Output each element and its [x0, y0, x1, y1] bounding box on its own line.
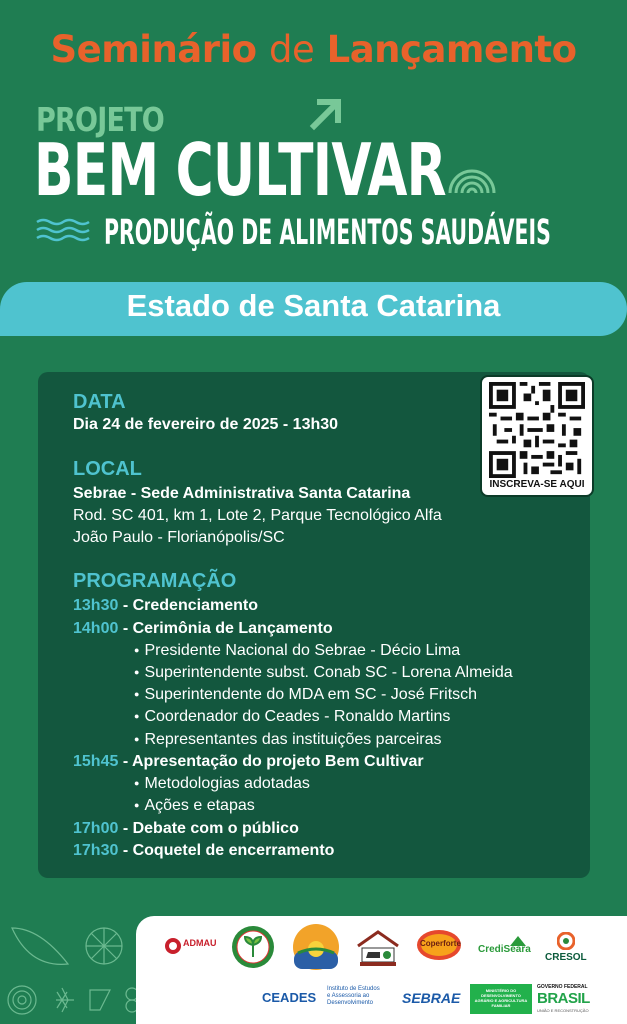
- local-line-2: Rod. SC 401, km 1, Lote 2, Parque Tecnológico Alfa: [73, 507, 442, 524]
- brasil-subtitle: UNIÃO E RECONSTRUÇÃO: [537, 1008, 589, 1013]
- admau-label: ADMAU: [183, 938, 217, 948]
- schedule-time: 13h30: [73, 597, 119, 614]
- ceremony-bullet: ● Representantes das instituições parceiras: [134, 731, 441, 749]
- state-name: Estado de Santa Catarina: [126, 288, 501, 323]
- schedule-time: 17h30: [73, 842, 119, 859]
- qr-code-icon: [487, 382, 587, 478]
- local-heading: LOCAL: [73, 458, 142, 480]
- cresol-mark-icon: [557, 932, 575, 950]
- project-name: BEM CULTIVAR: [34, 128, 446, 212]
- schedule-item: [73, 753, 424, 771]
- schedule-title: - Debate com o público: [118, 820, 299, 837]
- local-line-3: João Paulo - Florianópolis/SC: [73, 529, 285, 546]
- waves-icon: [35, 218, 91, 242]
- schedule-title: - Coquetel de encerramento: [118, 842, 335, 859]
- schedule-time: 15h45: [73, 753, 119, 770]
- ceremony-bullet: ● Presidente Nacional do Sebrae - Décio Lima: [134, 642, 460, 660]
- ceades-subtitle: Instituto de Estudos e Assessoria ao Desenvolvimento: [327, 986, 380, 1006]
- schedule-item: [73, 842, 334, 860]
- coperforte-label: Coperforte: [420, 939, 461, 948]
- schedule-time: 17h00: [73, 820, 119, 837]
- local-line-1: Sebrae - Sede Administrativa Santa Catarina: [73, 485, 411, 502]
- ministerio-label: MINISTÉRIO DO DESENVOLVIMENTO AGRÁRIO E AGRICULTURA FAMILIAR: [474, 988, 528, 1008]
- arrow-up-right-icon: [308, 96, 344, 132]
- presentation-bullet: ● Metodologias adotadas: [134, 775, 310, 793]
- schedule-item: [73, 597, 258, 615]
- ministerio-logo: [470, 984, 532, 1014]
- admau-mark-icon: [163, 936, 183, 956]
- de-word: de: [269, 28, 315, 71]
- cresol-label: CRESOL: [545, 952, 587, 963]
- qr-label: INSCREVA-SE AQUI: [489, 479, 585, 490]
- governo-label: GOVERNO FEDERAL: [537, 984, 588, 990]
- crediseara-label: CrediSeara: [478, 944, 531, 955]
- lancamento-word: Lançamento: [326, 28, 577, 71]
- schedule-item: [73, 620, 333, 638]
- seminar-title: [0, 28, 627, 71]
- ceremony-bullet: ● Superintendente do MDA em SC - José Fritsch: [134, 686, 477, 704]
- project-subtitle: PRODUÇÃO DE ALIMENTOS SAUDÁVEIS: [104, 213, 551, 253]
- projeto-label: PROJETO: [36, 100, 164, 139]
- signal-arcs-icon: [446, 165, 498, 195]
- livestock-cooperative-logo: [354, 928, 402, 968]
- ceades-label: CEADES: [262, 990, 317, 1005]
- date-value: Dia 24 de fevereiro de 2025 - 13h30: [73, 416, 339, 433]
- ceremony-bullet: ● Superintendente subst. Conab SC - Lorena Almeida: [134, 664, 513, 682]
- seminar-word: Seminário: [50, 28, 257, 71]
- schedule-time: 14h00: [73, 620, 119, 637]
- data-heading: DATA: [73, 391, 126, 413]
- cooperative-seal-logo: [231, 925, 275, 969]
- sunset-cooperative-logo: [292, 923, 340, 971]
- programacao-heading: PROGRAMAÇÃO: [73, 570, 237, 592]
- sebrae-label: SEBRAE: [402, 990, 461, 1006]
- schedule-title: - Cerimônia de Lançamento: [118, 620, 333, 637]
- presentation-bullet: ● Ações e etapas: [134, 797, 255, 815]
- schedule-title: - Credenciamento: [118, 597, 258, 614]
- ceremony-bullet: ● Coordenador do Ceades - Ronaldo Martins: [134, 708, 450, 726]
- schedule-title: - Apresentação do projeto Bem Cultivar: [118, 753, 424, 770]
- brasil-label: BRASIL: [537, 990, 590, 1007]
- schedule-item: [73, 820, 299, 838]
